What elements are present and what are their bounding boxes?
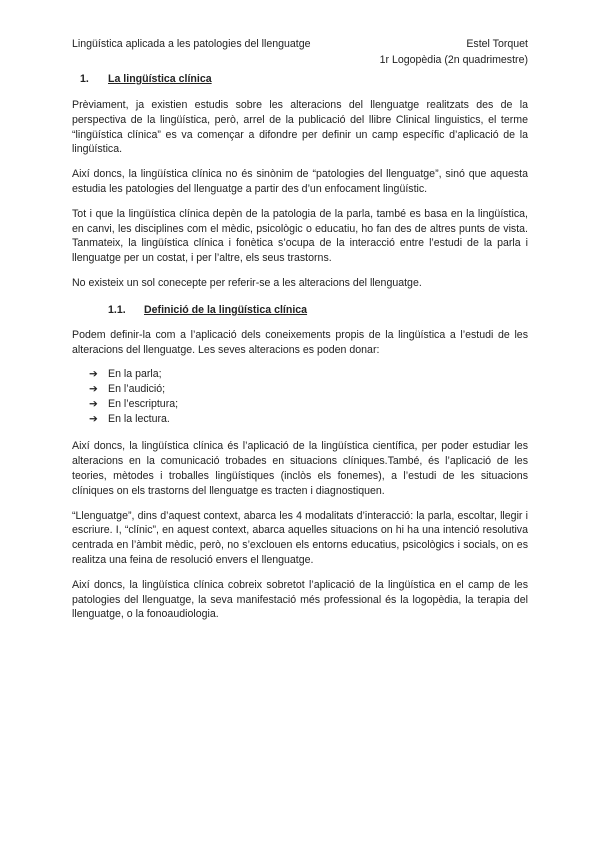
paragraph: Tot i que la lingüística clínica depèn de la patologia de la parla, també es basa en la lingüística, en canvi, les disciplines com el mèdic, psicològic o educatiu, ho fan des de altres punts de vista. Tanmateix, la lingüística clínica i fonètica s’ocupa de la interacció entre l’estudi de la parla i llenguatge per un costat, i per l’altre, els seus trastorns.	[72, 207, 528, 265]
section-number: 1.	[80, 73, 89, 85]
author-name: Estel Torquet	[466, 38, 528, 50]
list-item	[72, 382, 528, 397]
paragraph: Així doncs, la lingüística clínica cobreix sobretot l’aplicació de la lingüística en el camp de les patologies del llenguatge, la seva manifestació més professional és la logopèdia, la terapia del llenguatge, o la fonoaudiologia.	[72, 578, 528, 621]
course-year: 1r Logopèdia (2n quadrimestre)	[379, 54, 528, 66]
list-item	[72, 397, 528, 412]
list-item	[72, 367, 528, 382]
paragraph: Així doncs, la lingüística clínica és l’aplicació de la lingüística científica, per poder estudiar les alteracions en la comunicació trobades en situacions clíniques.També, és l’aplicació de les teories, mètodes i troballes lingüístiques (inclòs els fonemes), a l’estudi de les situacions clíniques on els trastorns del llenguatge es tracten i diagnostiquen.	[72, 440, 528, 497]
alteration-list	[72, 367, 528, 427]
list-item-text: En la lectura.	[108, 413, 170, 426]
section-1-1-heading	[72, 303, 528, 318]
list-item-text: En l’escriptura;	[108, 398, 179, 411]
arrow-right-icon: ➔	[89, 368, 98, 381]
document-body	[72, 72, 528, 632]
subsection-title: Definició de la lingüística clínica	[144, 303, 308, 316]
section-1-heading	[72, 72, 528, 87]
course-title: Lingüística aplicada a les patologies del llenguatge	[72, 38, 311, 50]
paragraph: Podem definir-la com a l’aplicació dels coneixements propis de la lingüística a l’estudi de les alteracions del llenguatge. Les seves alteracions es poden donar:	[72, 328, 528, 356]
paragraph: Així doncs, la lingüística clínica no és sinònim de “patologies del llenguatge”, sinó que aquesta estudia les patologies del llenguatge a partir des d’un enfocament lingüístic.	[72, 168, 528, 195]
paragraph: No existeix un sol conecepte per referir-se a les alteracions del llenguatge.	[72, 276, 422, 289]
paragraph: Prèviament, ja existien estudis sobre les alteracions del llenguatge realitzats des de la perspectiva de la lingüística, però, arrel de la publicació del llibre Clinical linguistics, el terme “lingüística clínica” es va començar a difondre per definir un camp específic d’aplicació de la lingüística.	[72, 99, 528, 156]
arrow-right-icon: ➔	[89, 383, 98, 396]
arrow-right-icon: ➔	[89, 398, 98, 411]
list-item-text: En la parla;	[108, 368, 162, 381]
arrow-right-icon: ➔	[89, 413, 98, 426]
subsection-number: 1.1.	[108, 303, 126, 316]
author-info	[380, 36, 528, 68]
list-item-text: En l’audició;	[108, 383, 166, 396]
paragraph: “Llenguatge”, dins d’aquest context, abarca les 4 modalitats d’interacció: la parla, escoltar, llegir i escriure. I, “clínic”, en aquest context, abarca aquelles situacions on hi ha una intenció resolutiva centrada en l’àmbit mèdic, però, no s’exclouen els entorns educatius, psicològics i socials, on es realitza una feina de resolució envers el llenguatge.	[72, 509, 528, 566]
list-item	[72, 412, 528, 427]
section-title: La lingüística clínica	[108, 73, 212, 85]
